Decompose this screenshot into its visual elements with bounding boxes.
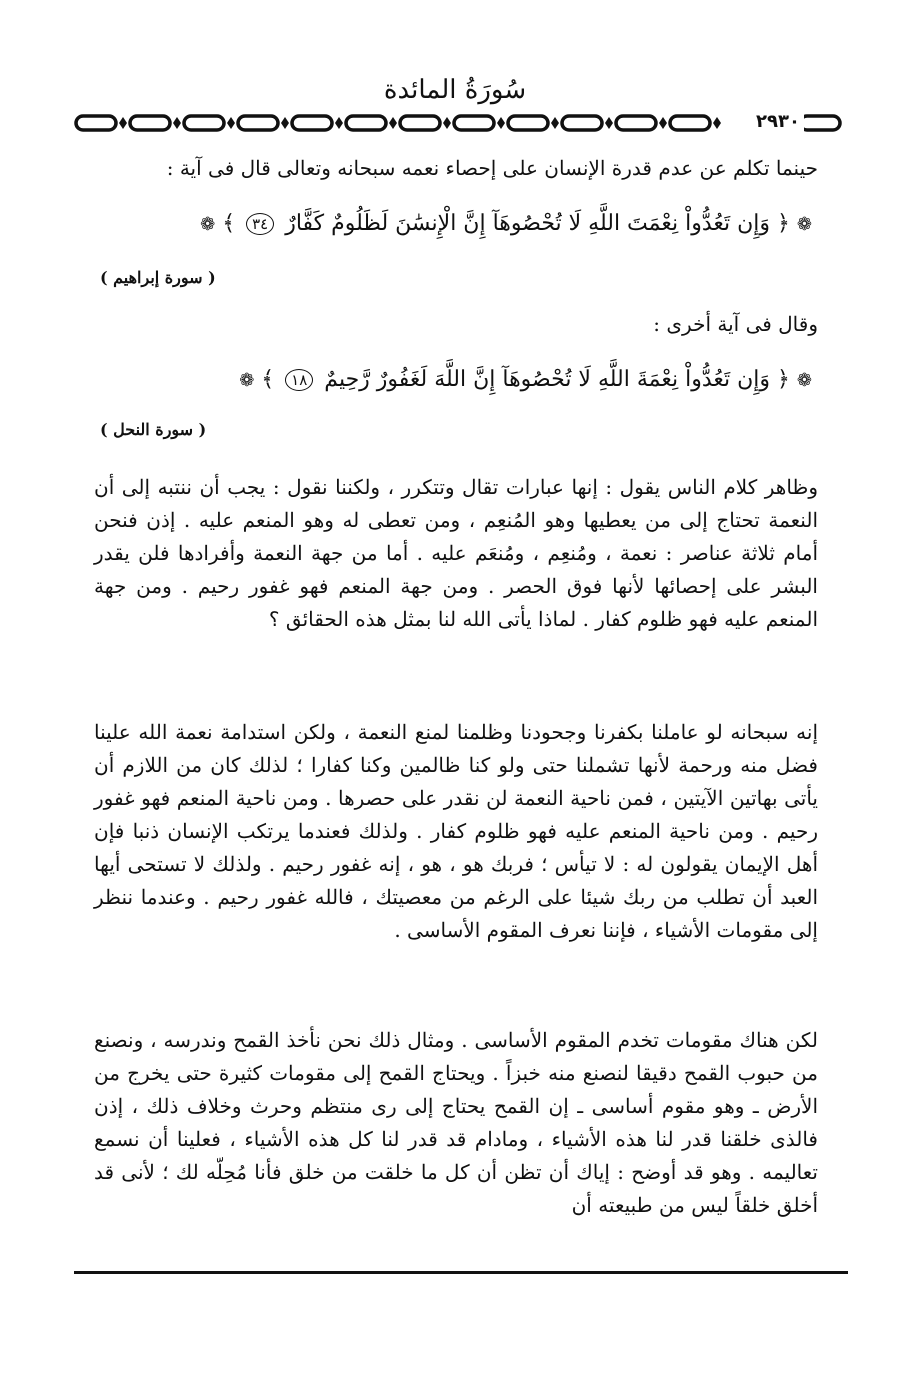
ayah-1-reference: ( سورة إبراهيم ) bbox=[100, 268, 216, 287]
open-bracket-icon: ﴿ bbox=[777, 211, 790, 236]
surah-title: سُورَةُ المائدة bbox=[383, 75, 527, 105]
ayah-ornament-icon: ❁ bbox=[239, 370, 255, 391]
paragraph-3 bbox=[94, 1024, 818, 1222]
ayah-2 bbox=[239, 360, 812, 401]
ayah-ornament-icon: ❁ bbox=[796, 214, 812, 235]
open-bracket-icon: ﴿ bbox=[777, 367, 790, 392]
bottom-rule bbox=[74, 1271, 848, 1274]
ayah-2-number: ١٨ bbox=[285, 369, 313, 391]
ayah-1 bbox=[200, 204, 812, 245]
intro2-line bbox=[94, 308, 818, 341]
paragraph-2 bbox=[94, 716, 818, 947]
paragraph-1-text: وظاهر كلام الناس يقول : إنها عبارات تقال وتتكرر ، ولكننا نقول : يجب أن ننتبه إلى أن النعمة تحتاج إلى من يعطيها وهو المُنعِم ، ومن تعطى له وهو المنعم عليه . إذن فنحن أمام ثلاثة عناصر : نعمة ، ومُنعِم ، ومُنعَم عليه . أما من جهة النعمة وأفرادها فلن يقدر البشر على إحصائها لأنها فوق الحصر . ومن جهة المنعم فهو غفور رحيم . ومن جهة المنعم عليه فهو ظلوم كفار . لماذا يأتى الله لنا بمثل هذه الحقائق ؟ bbox=[94, 475, 818, 631]
page-number: ٢٩٣٠ bbox=[752, 110, 804, 134]
paragraph-1 bbox=[94, 471, 818, 636]
ayah-2-text: وَإِن تَعُدُّواْ نِعْمَةَ اللَّهِ لَا تُحْصُوهَآ إِنَّ اللَّهَ لَغَفُورٌ رَّحِيمٌ bbox=[324, 367, 771, 392]
ayah-ornament-icon: ❁ bbox=[796, 370, 812, 391]
ayah-1-text: وَإِن تَعُدُّواْ نِعْمَتَ اللَّهِ لَا تُحْصُوهَآ إِنَّ الْإِنسَٰنَ لَظَلُومٌ كَفَّارٌ bbox=[285, 211, 771, 236]
ornamental-border bbox=[72, 112, 844, 136]
close-bracket-icon: ﴾ bbox=[222, 211, 236, 236]
close-bracket-icon: ﴾ bbox=[261, 367, 275, 392]
intro-line bbox=[94, 152, 818, 185]
ayah-2-reference: ( سورة النحل ) bbox=[100, 420, 207, 439]
ayah-ornament-icon: ❁ bbox=[200, 214, 216, 235]
intro-text: حينما تكلم عن عدم قدرة الإنسان على إحصاء نعمه سبحانه وتعالى قال فى آية : bbox=[166, 156, 818, 180]
paragraph-2-text: إنه سبحانه لو عاملنا بكفرنا وجحودنا وظلمنا لمنع النعمة ، ولكن استدامة نعمة الله علينا فضل منه ورحمة لأنها تشملنا حتى ولو كنا ظالمين وكنا كفارا ؛ لذلك كان من اللازم أن يأتى بهاتين الآيتين ، فمن ناحية النعمة لن نقدر على حصرها . ومن ناحية المنعم فهو غفور رحيم . ومن ناحية المنعم عليه فهو ظلوم كفار . ولذلك فعندما يرتكب الإنسان ذنبا فإن أهل الإيمان يقولون له : لا تيأس ؛ فربك هو ، هو ، إنه غفور رحيم . ولذلك لا تستحى أيها العبد أن تطلب من ربك شيئا على الرغم من معصيتك ، فالله غفور رحيم . وعندما ننظر إلى مقومات الأشياء ، فإننا نعرف المقوم الأساسى . bbox=[94, 720, 818, 942]
ayah-1-number: ٣٤ bbox=[246, 213, 274, 235]
intro2-text: وقال فى آية أخرى : bbox=[653, 312, 818, 336]
paragraph-3-text: لكن هناك مقومات تخدم المقوم الأساسى . ومثال ذلك نحن نأخذ القمح وندرسه ، ونصنع من حبوب القمح دقيقا لنصنع منه خبزاً . ويحتاج القمح إلى مقومات كثيرة حتى يخرج من الأرض ـ وهو مقوم أساسى ـ إن القمح يحتاج إلى رى منتظم وحرث وخلاف ذلك ، إذن فالذى خلقنا قدر لنا هذه الأشياء ، ومادام قد قدر لنا كل هذه الأشياء ، فعلينا أن نسمع تعاليمه . وهو قد أوضح : إياك أن تظن أن كل ما خلقت من خلق فأنا مُحِلّه لك ؛ لأنى قد أخلق خلقاً ليس من طبيعته أن bbox=[94, 1028, 818, 1217]
